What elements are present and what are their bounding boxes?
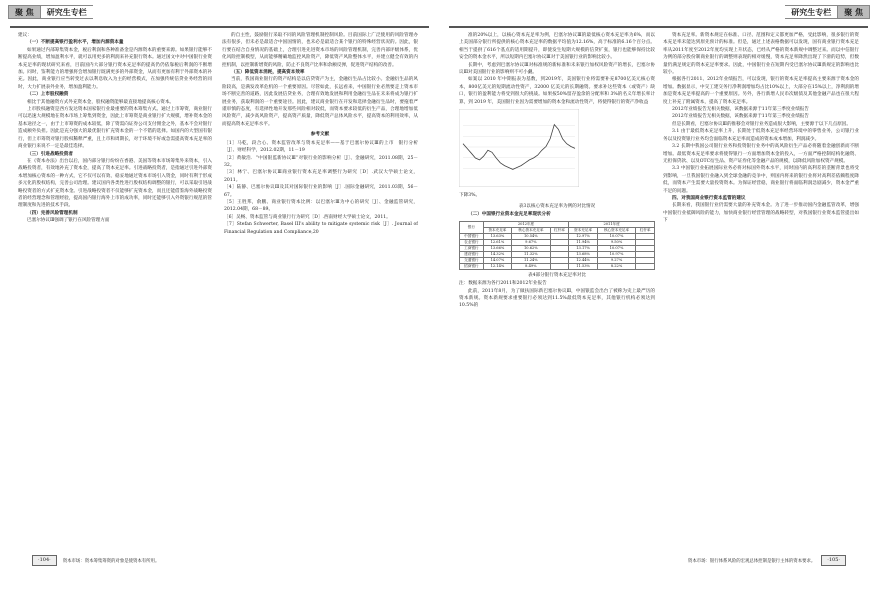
table-cell: 农业银行 <box>460 239 484 245</box>
header-rule <box>449 26 868 28</box>
header-rule <box>10 26 429 28</box>
table-cell: 招商银行 <box>460 263 484 269</box>
paragraph: 如果通过内部筹集资本金，税后利润和各种准备金是内源资本的重要来源。如果银行能够不断提高业绩，增加盈利水平，就可以用更多的利润来补充银行资本。通过国文中对中国银行业资本充足率的现状研究来看，目前国内大部分银行资本充足率的提高仍仍依靠税后利润的不断增加。同时，鉴利能力的增强将会增加银行既满更多的外部资金，从而有更加有利于外部资本的补充。因此，商业银行应当转变过去以利息收入为主的经营模式，在加强传统信贷业务经营的同时，大力扩展表外业务，增加盈利能力。 <box>18 47 212 90</box>
table-cell <box>550 263 569 269</box>
paragraph: 资本充足率。新资本规定在标准、口径、范围和定义都更加严格，受此影响，很多银行的资本充足率未能达到原先预计的标准。但是，通过上述表格数据可以发现，国有商业银行资本充足率从2011年度至2012年度均实现上升状态，已经从严格的资本新规中调整过来。而以中信银行为例的部分股份制商业银行的调整则表现的相对缓慢，资本充足率降然出现了下滑的趋势，但数量仍满足规定的资本充足率要求。因此，中国银行业在短期内受巴塞尔协议Ⅲ新规定的影响也比较小。 <box>663 33 859 76</box>
paragraph: 当前，我国商业银行的资产结构是以信贷资产为主，金融衍生品占比较小。金融衍生品的风险较高，是满发改革危机的一个重要原因。尽管如此，长远看来，中国银行业必然要走上资本市场不断完善的道路，因此发展信贷业务，合理有效地发展和利用金融衍生品在未来将成为银行扩展业务，获取利润的一个重要途径。因此，建议商业银行在开发和选择金融衍生品时，要拖着严谨审慎的态度，有选择性地开发那些风险相对较低，而资本要求较低的衍生产品，合理地增加低风险资产，减少高风险资产，提高资产质量，降低资产总体风险水平，提高资本的利用效率，从而提高资本充足率水平。 <box>222 77 418 127</box>
table-cell: 11.53% <box>569 263 598 269</box>
section-heading: （三）引进战略投资者 <box>27 151 73 157</box>
right-page <box>439 0 878 595</box>
table-cell: 9.67% <box>512 239 550 245</box>
table-header-cell: 银行 <box>460 221 484 233</box>
paragraph: 建议： <box>18 33 32 38</box>
footer-quote: 资本市场：资本筹集筹资的对象是使资本有所用。 <box>62 558 160 564</box>
table-cell: 11.94% <box>569 239 598 245</box>
table-cell <box>636 263 655 269</box>
table-cell: 12.61% <box>483 239 512 245</box>
paragraph: 表3以核心资本充足率为例的对比情况 <box>518 203 596 209</box>
table-cell: 14.32% <box>483 251 512 257</box>
table-cell: 13.17% <box>569 245 598 251</box>
table-cell: 13.68% <box>569 251 598 257</box>
paragraph: 上市股权融资是西方发达资本国家银行业最重要的资本筹集方式。通过上市筹资，商业银行可以迅速大规模地在资本市场上筹集到资金，因此上市筹资是商业银行扩大规模，增补资本金的基本途径之一，由于上市筹资的成本较低，除了资需向证券公司支付佣金之外，基本不会对银行造成额外负担。因此是充分强大的最优银行扩充资本金的一个不错的选择。如国内的大型国有银行，但上市筹资对银行股权稀释严重，且上市和周期长，对于环境不好或急需提高资本充足率的商业银行来说不一定是最佳选择。 <box>18 107 212 150</box>
paragraph: 根据各行2011、2012年业绩报告，可以发现，银行的资本充足率提高主要来源于资本金的增加。数据显示，中交工建交务行净利润增加均占比10%以上，大部分在15%以上，净利润的增加是资本充足率提高的一个重要原因。另外，各行新增人民币次级债及其他金融产品也在很大程度上补充了附属资本，提高了资本充足率。 <box>663 77 859 105</box>
table-cell: 10.07% <box>597 233 635 239</box>
section-heading: （二）上市股权融资 <box>27 92 69 98</box>
paragraph: 3.2 长期中我国公司银行业务和投资银行业务中的高风险衍生产品必将随着金融创新而不断增加。最低资本充足率要求将使得银行一方面增加资本金的投入，一方面严格控制结构化融资、无担保贷款、以及OTC衍生品、资产证券化等金融产品的规模，以降低风险加权资产规模。 <box>663 144 859 164</box>
left-footer <box>32 555 165 566</box>
header-section: 研究生专栏 <box>41 5 93 19</box>
table-cell: 12.44% <box>569 257 598 263</box>
paragraph: 3.3 中国银行业拓展国际业务必将对标国外资本水平，同时国内的高利差的垄断背景也将受到影响，一旦我国银行业融入到全球金融的竞争中，则国内将来的银行业将对高利差依赖程度降低，而资本产生需要大量投资资本。为保证经营稳，商业银行将面临利润急剧减少，资本金严重不足的问题。 <box>663 166 859 194</box>
paragraph: 此前，2011年8月，为了做扶国际新巴塞尔协议Ⅲ，中国银监会出台了被称为史上最严历的资本新规。资本新规要求重要银行必须达到11.5%最低资本充足率，其他银行机构必须达到10.5%的 <box>459 288 655 309</box>
page-number: ·104· <box>32 555 57 566</box>
section-heading: （二）中国银行业资本金充足率现状分析 <box>468 212 551 218</box>
paragraph: 注：数据来源为各行2011和2012年业报告 <box>459 281 547 287</box>
table-cell: 10.62% <box>512 245 550 251</box>
section-heading: （一）不断提高银行盈利水平，增加内源资本量 <box>27 40 124 46</box>
table-cell: 13.63% <box>483 233 512 239</box>
table-cell: 11.24% <box>512 257 550 263</box>
reference-item: ［7］Stefan Schwerter, Basel III's ability to mitigate systemic risk［J］. Journal of Financial Regulation and Compliance,20 <box>224 222 418 235</box>
header-tag: 聚 焦 <box>8 5 41 19</box>
table-cell: 13.66% <box>483 245 512 251</box>
line-chart <box>459 109 579 187</box>
right-column-2 <box>663 32 859 555</box>
header-section: 研究生专栏 <box>785 5 837 19</box>
table-header-cell: 2012年度 <box>483 221 569 227</box>
reference-item: ［5］王胜邦，俞鹏、商业银行资本比例：以巴塞尔Ⅲ为中心的研究［J］、金融监管研究，2012.04期，68－89。 <box>224 199 418 213</box>
paragraph: 长期中，考虑到巴塞尔协议Ⅲ对标准规的新标准和未来银行加权风险资产的增长，巴塞尔协议Ⅲ对美国银行业的影响则不可小觑。 <box>459 62 655 76</box>
reference-item: ［4］陆静、巴塞尔协议Ⅲ及其对国际银行业的影响［J］.国际金融研究，2011.03期，56－67。 <box>224 185 418 198</box>
reference-item: ［6］吴畅、资本监管与商业银行行为研究［D］.西南财经大学硕士论文，2011。 <box>224 214 391 220</box>
paragraph: 2012年业绩报告无相关数据，该数据来源于11年第三季度业绩报告 <box>672 107 809 113</box>
table-cell: 10.07% <box>597 245 635 251</box>
table-cell: 12.97% <box>569 233 598 239</box>
right-page-header <box>785 5 870 19</box>
table-cell: 工商银行 <box>460 245 484 251</box>
table-header-cell: 核心资本充足率 <box>512 227 550 233</box>
paragraph: 相比于其他融资方式外充资本金，股权融资能够最直接地提高核心资本。 <box>27 99 175 105</box>
section-heading: （四）完善风险管理机制 <box>27 210 78 216</box>
table-cell: 建设银行 <box>460 251 484 257</box>
table-cell: 10.97% <box>597 251 635 257</box>
page-number: ·105· <box>821 555 846 566</box>
left-column-1 <box>18 32 212 555</box>
table-subheader-row <box>460 227 655 233</box>
table-header-cell: 资本充足率 <box>483 227 512 233</box>
paragraph: 3.1 由于最低资本充足率上升，长期处于低资本充足率经营环境中的零售业务，公司银行业务以及投资银行业务均会面临资本充足率而造成的资本成本增加，利润减少。 <box>663 129 859 142</box>
table-cell: 中国银行 <box>460 233 484 239</box>
paragraph: 下降3%。 <box>459 193 481 199</box>
left-page-header <box>8 5 93 19</box>
table-cell: 14.07% <box>483 257 512 263</box>
table-header-cell: 杠杆率 <box>550 227 569 233</box>
table-cell: 10.54% <box>512 233 550 239</box>
paragraph: 但是长期看，巴塞尔协议Ⅲ的推移会对银行业务造成很大影响，主要源于以下几点原因。 <box>672 121 851 127</box>
footer-quote: 资本市场：银行体系风险的宏观总体控制是银行主体的资本要求。 <box>687 558 816 564</box>
paragraph: 长期来看，我国银行业仍需要大量的补充资本金。为了进一步推动国内金融监管改革，增强中国银行业抵御风险的能力，加快商业银行经营管理的战略转型，对我国银行业资本监管提出如下 <box>663 203 859 224</box>
data-table <box>459 221 655 270</box>
table-cell: 12.14% <box>483 263 512 269</box>
paragraph: 如案以 2010 年中期报表为基数，到2019年，美国银行业将需要补充8700亿美元核心资本，800亿美元的短期流动性资产，32000 亿美元的长期融资。要求补这些资本（或资产）缺口，银行的盈利能力将受到很大的挑战。如果按50%留存盈余的分配率和 3%的名义年增长率计算，到 2019 年，美国银行业因为需要增加的资本金和流动性资产，将使得银行的资产净收益 <box>459 77 655 105</box>
table-cell: 9.50% <box>597 239 635 245</box>
paragraph: 准的20%以上，以核心资本充足率为例，巴塞尔协议Ⅲ的最低核心资本充足率为6%，而以上美国部分银行所提供的核心资本充足率的数据平均值为12.16%，高于标准的6.16个百分点。相当于提供了616个基点的适用期提升，即使发生短期大规模的信贷扩张，银行也能够保持比较安全的资本金水平，所以短期内巴塞尔协议Ⅲ对于美国银行业的影响比较小。 <box>459 33 655 61</box>
paragraph: 的自主性，鼓励银行采取不同的风险管理机制控制风险。目前国际上广泛使用的风险管理办法有很多，但未必是最适合中国国情的，也未必是最适合某个银行的特殊经营状况的。因此，银行要在结合自身情况的基础上，合理引进先进资本市场的风险管理机制，完善内部评级体系，优化风险控制模型，从而能够精确地监控风险资产，降低资产风险整体水平，并建立健全有效的内控机制，以控制新增资的风险，防止不良资产比率和余额反弹，促进资产结构的改善。 <box>222 33 418 68</box>
table-header-cell: 杠杆率 <box>636 227 655 233</box>
right-column-1 <box>459 32 655 555</box>
table-cell: 交通银行 <box>460 257 484 263</box>
paragraph: 2012年业绩报告无相关数据，该数据来源于11年第三季度业绩报告 <box>672 114 809 120</box>
reference-item: ［1］马乾，段合心、资本监管改革与资本充足率——基于巴塞尔协议Ⅲ的上市 银行分析［J］、财经科学，2012.02期，11－19 <box>224 140 418 154</box>
table-caption: 表4部分银行资本充足率对比 <box>527 272 587 278</box>
table-header-cell: 核心资本充足率 <box>597 227 635 233</box>
right-footer <box>682 555 846 566</box>
table-cell: 11.32% <box>512 251 550 257</box>
section-heading: （五）降低资本消耗，提高资本效率 <box>231 70 305 76</box>
left-column-2 <box>222 32 418 555</box>
table-header-cell: 2011年度 <box>569 221 655 227</box>
paragraph: 巴塞尔协议Ⅲ强调了银行在风险管理方面 <box>27 218 110 224</box>
table-header-cell: 资本充足率 <box>569 227 598 233</box>
table-cell: 9.27% <box>597 257 635 263</box>
table-row <box>460 263 655 269</box>
reference-item: ［3］林宁、巴塞尔协议Ⅲ商业银行资本充足率调整行为研究［D］.武汉大学硕士论文，2011。 <box>224 170 418 183</box>
header-tag: 聚 焦 <box>837 5 870 19</box>
section-heading: 参考文献 <box>310 132 330 138</box>
table-cell: 8.49% <box>512 263 550 269</box>
paragraph: 在《资本办法》出台以后，国内部分银行纷纷在香港、美国等资本市场筹集外来资本，引入战略投资者，有效地补充了资本金，提高了资本充足率。引进战略投资者，是指通过引进外部资本增加核心资本的一种方式，它不仅可以有效、稳妥地通过资本市场引入资金，同时有利于形成多元化的股权结构，完善公司治理。建议国内各类性进行股权结构调整的银行，可以采取引进战略投资者的方式扩充资本金。引进战略投资者不仅能够扩充资本金，而且还能借鉴海外战略投资者的经营理念和管理经验，提高国内银行海外上市的成功率，同时还能够引入外资银行规范的管理制度和先进的技术手段。 <box>18 158 212 209</box>
reference-item: ［2］黄敏浩．“中国银监新协议Ⅲ”对银行业的影响分析［J］、金融研究，2011.08期，25－32。 <box>224 155 418 168</box>
section-heading: 四、对我国商业银行资本监管的建议 <box>672 195 746 201</box>
table-cell: 8.22% <box>597 263 635 269</box>
